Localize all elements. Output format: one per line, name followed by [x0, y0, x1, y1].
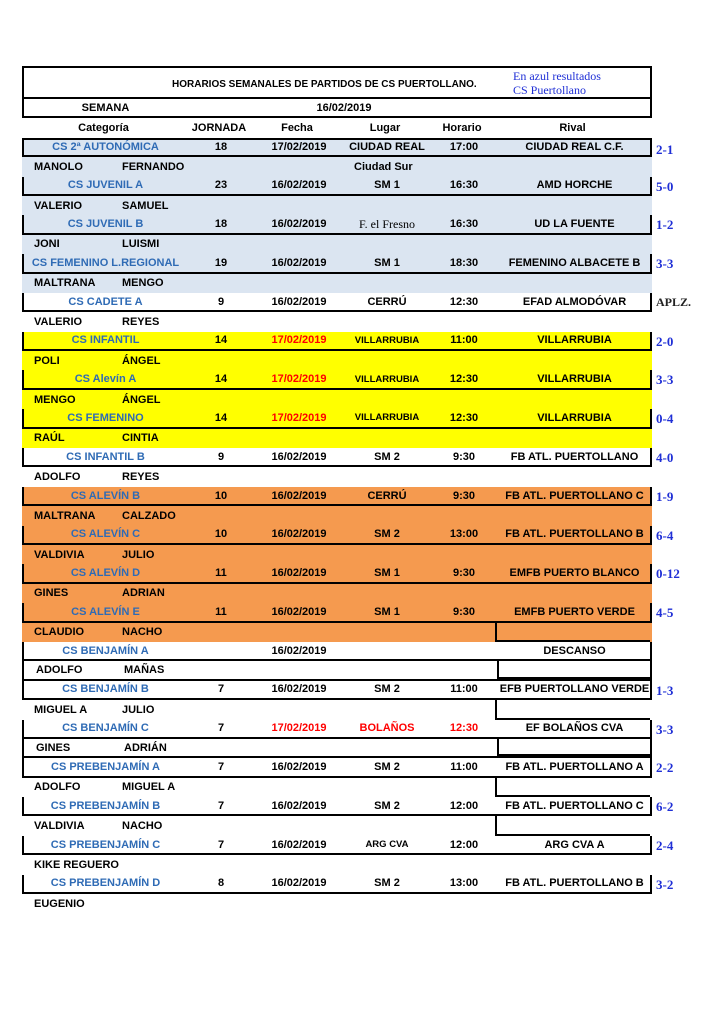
match-lugar	[343, 642, 431, 659]
match-jornada: 18	[214, 218, 228, 231]
coach-name-2: NACHO	[122, 820, 163, 833]
match-rival: FB ATL. PUERTOLLANO B	[505, 877, 644, 890]
schedule-sheet	[22, 66, 692, 913]
coach-name-2: MIGUEL A	[122, 781, 176, 794]
match-rival: DESCANSO	[543, 644, 606, 657]
match-rival: CIUDAD REAL C.F.	[525, 141, 624, 154]
coach-name-2: NACHO	[122, 626, 163, 639]
match-rival: FB ATL. PUERTOLLANO C	[505, 799, 644, 812]
match-lugar: VILLARRUBIA	[354, 373, 420, 385]
match-rival: FB ATL. PUERTOLLANO C	[505, 489, 644, 502]
match-jornada: 14	[214, 334, 228, 347]
match-row	[22, 177, 674, 196]
match-fecha: 16/02/2019	[271, 877, 327, 890]
coach-name-2: CALZADO	[122, 509, 176, 522]
match-jornada: 11	[215, 605, 227, 618]
coach-name-1: JONI	[34, 238, 60, 251]
match-row	[22, 797, 674, 816]
match-result: 2-1	[656, 141, 674, 157]
coach-name-1: MENGO	[34, 393, 76, 406]
coach-name-2: MENGO	[122, 277, 164, 290]
match-result: 5-0	[656, 178, 674, 194]
match-categoria: CS JUVENIL B	[67, 218, 144, 231]
coach-name-1: ADOLFO	[34, 781, 81, 794]
match-jornada: 10	[214, 489, 228, 502]
coach-row	[22, 274, 652, 293]
match-result: 2-2	[656, 760, 674, 776]
match-jornada: 7	[217, 683, 225, 696]
match-result: 6-2	[656, 799, 674, 815]
match-row	[22, 254, 674, 273]
col-header-rival: Rival	[559, 122, 586, 135]
match-lugar: ARG CVA	[365, 839, 409, 851]
coach-row	[22, 778, 652, 797]
coach-name-2: REYES	[122, 315, 160, 328]
match-row	[22, 409, 674, 428]
rival-cell-box	[497, 661, 652, 678]
match-row	[22, 487, 674, 506]
rival-cell-box	[495, 778, 650, 797]
match-row	[22, 370, 674, 389]
match-jornada	[187, 642, 255, 659]
column-header-row	[22, 118, 652, 137]
coach-name-1: VALDIVIA	[34, 548, 85, 561]
match-lugar: VILLARRUBIA	[354, 334, 420, 346]
match-categoria: CS PREBENJAMÍN C	[50, 838, 161, 851]
match-row	[22, 875, 674, 894]
match-jornada: 19	[214, 256, 228, 269]
match-row	[22, 836, 674, 855]
match-lugar: SM 2	[374, 450, 400, 463]
coach-name-2: ÁNGEL	[122, 354, 161, 367]
match-categoria: CS Alevín A	[74, 373, 137, 386]
match-row	[22, 332, 674, 351]
match-fecha: 16/02/2019	[271, 450, 327, 463]
coach-row	[22, 390, 652, 409]
coach-row	[22, 467, 652, 486]
coach-name-2: LUISMI	[122, 238, 160, 251]
match-row	[22, 642, 652, 661]
match-result: 6-4	[656, 527, 674, 543]
match-categoria: CS 2ª AUTONÓMICA	[52, 141, 159, 154]
match-categoria: CS BENJAMÍN B	[62, 683, 149, 696]
match-result: 3-3	[656, 372, 674, 388]
match-categoria: CS ALEVÍN B	[70, 489, 141, 502]
match-categoria: CS FEMENINO	[67, 411, 144, 424]
match-categoria: CS FEMENINO L.REGIONAL	[31, 256, 180, 269]
match-horario: 9:30	[452, 605, 476, 618]
match-categoria: CS JUVENIL A	[67, 179, 144, 192]
match-fecha: 17/02/2019	[271, 411, 327, 424]
coach-name-1: MANOLO	[34, 160, 83, 173]
match-rival: EMFB PUERTO VERDE	[514, 605, 635, 618]
coach-row	[22, 506, 652, 525]
match-lugar: SM 2	[374, 760, 400, 773]
match-jornada: 7	[217, 799, 225, 812]
match-rival: VILLARRUBIA	[537, 334, 612, 347]
match-horario: 11:00	[450, 683, 478, 696]
col-header-lugar: Lugar	[369, 122, 401, 135]
rival-cell-box	[495, 700, 650, 719]
match-horario: 12:30	[449, 411, 479, 424]
match-result: 1-3	[656, 682, 674, 698]
match-rival: UD LA FUENTE	[534, 218, 615, 231]
match-lugar: BOLAÑOS	[359, 722, 415, 735]
match-result: 3-2	[656, 876, 674, 892]
match-horario: 12:00	[449, 838, 479, 851]
match-jornada: 9	[217, 450, 225, 463]
match-lugar: SM 1	[374, 605, 400, 618]
week-row	[22, 99, 652, 118]
match-jornada: 8	[217, 877, 225, 890]
coach-name-1: MALTRANA	[34, 277, 96, 290]
match-jornada: 9	[217, 295, 225, 308]
match-fecha: 16/02/2019	[271, 489, 327, 502]
match-horario: 16:30	[449, 179, 479, 192]
week-date: 16/02/2019	[316, 101, 372, 114]
col-header-jornada: JORNADA	[191, 122, 247, 135]
match-fecha: 16/02/2019	[271, 760, 327, 773]
match-fecha: 16/02/2019	[271, 605, 327, 618]
coach-row	[22, 351, 652, 370]
coach-name-1: POLI	[34, 354, 60, 367]
match-categoria: CS ALEVÍN C	[70, 528, 141, 541]
match-jornada: 10	[214, 528, 228, 541]
match-categoria: CS INFANTIL B	[66, 450, 145, 463]
match-jornada: 7	[217, 838, 225, 851]
match-lugar: SM 2	[374, 799, 400, 812]
match-lugar: F. el Fresno	[358, 216, 416, 231]
match-lugar: CERRÚ	[367, 489, 407, 502]
coach-name-1: RAÚL	[34, 432, 65, 445]
coach-name-2: CINTIA	[122, 432, 159, 445]
match-rival: FB ATL. PUERTOLLANO B	[505, 528, 644, 541]
match-horario: 9:30	[452, 567, 476, 580]
rival-cell-box	[495, 623, 650, 642]
match-lugar: SM 2	[374, 683, 400, 696]
match-result: 1-9	[656, 488, 674, 504]
match-rival: EFB PUERTOLLANO VERDE	[499, 683, 650, 696]
coach-name-1: VALERIO	[34, 199, 83, 212]
match-rival: EFAD ALMODÓVAR	[522, 295, 627, 308]
match-fecha: 17/02/2019	[271, 373, 327, 386]
match-horario: 18:30	[449, 256, 479, 269]
results-note	[513, 69, 601, 97]
match-fecha: 16/02/2019	[271, 218, 327, 231]
match-fecha: 16/02/2019	[271, 799, 327, 812]
match-result: 3-3	[656, 721, 674, 737]
match-horario: 12:30	[449, 373, 479, 386]
match-result: 1-2	[656, 217, 674, 233]
coach-row	[22, 855, 652, 874]
match-horario: 17:00	[449, 141, 479, 154]
match-categoria: CS BENJAMÍN C	[62, 722, 149, 735]
match-result: 4-0	[656, 450, 674, 466]
coach-name-1: GINES	[34, 587, 69, 600]
match-jornada: 14	[214, 373, 228, 386]
match-categoria: CS ALEVÍN D	[70, 567, 141, 580]
match-row	[22, 138, 674, 157]
match-jornada: 11	[215, 567, 227, 580]
match-fecha: 17/02/2019	[271, 722, 327, 735]
match-lugar: SM 2	[374, 528, 400, 541]
coach-row	[22, 894, 652, 913]
results-note-line2: CS Puertollano	[513, 83, 587, 97]
match-result: 2-0	[656, 333, 674, 349]
match-categoria: CS CADETE A	[68, 295, 143, 308]
match-result: 0-4	[656, 411, 674, 427]
coach-row	[22, 816, 652, 835]
match-horario	[431, 642, 497, 659]
match-jornada: 7	[217, 760, 225, 773]
coach-name-2: JULIO	[122, 548, 155, 561]
coach-name-2: JULIO	[122, 703, 155, 716]
match-row	[22, 720, 674, 739]
match-jornada: 14	[214, 411, 228, 424]
match-jornada: 18	[214, 141, 228, 154]
title-box	[22, 66, 652, 99]
coach-name-2: ADRIÁN	[124, 741, 167, 754]
match-row	[22, 758, 674, 777]
match-lugar: SM 1	[374, 567, 400, 580]
coach-name-1: MALTRANA	[34, 509, 96, 522]
match-horario: 13:00	[449, 877, 479, 890]
match-row	[22, 293, 692, 312]
coach-name-1: GINES	[36, 741, 71, 754]
match-rival: ARG CVA A	[544, 838, 605, 851]
coach-row	[22, 623, 652, 642]
match-horario: 12:30	[449, 722, 479, 735]
match-fecha: 16/02/2019	[271, 644, 327, 657]
coach-place: Ciudad Sur	[354, 160, 413, 173]
match-categoria: CS PREBENJAMÍN D	[50, 877, 161, 890]
match-result: 3-3	[656, 256, 674, 272]
match-horario: 16:30	[449, 218, 479, 231]
match-fecha: 16/02/2019	[271, 256, 327, 269]
match-fecha: 16/02/2019	[271, 567, 327, 580]
match-rival: FB ATL. PUERTOLLANO	[510, 450, 639, 463]
match-fecha: 16/02/2019	[271, 295, 327, 308]
col-header-fecha: Fecha	[281, 122, 313, 135]
coach-name-1: CLAUDIO	[34, 626, 85, 639]
coach-name-1: ADOLFO	[36, 664, 83, 677]
match-horario: 13:00	[449, 528, 479, 541]
match-rival: VILLARRUBIA	[537, 373, 612, 386]
match-fecha: 16/02/2019	[271, 179, 327, 192]
coach-row	[22, 739, 652, 758]
match-horario: 11:00	[450, 760, 478, 773]
coach-name-2: REYES	[122, 471, 160, 484]
coach-row	[22, 700, 652, 719]
coach-name-1: VALDIVIA	[34, 820, 85, 833]
col-header-categoria: Categoría	[78, 122, 129, 135]
rival-cell-box	[495, 816, 650, 835]
coach-row	[22, 196, 652, 215]
match-lugar: SM 1	[374, 256, 400, 269]
match-rival: FEMENINO ALBACETE B	[508, 256, 641, 269]
coach-name-1: MIGUEL A	[34, 703, 88, 716]
match-result: 0-12	[656, 566, 680, 582]
coach-name-2: ÁNGEL	[122, 393, 161, 406]
match-horario: 9:30	[452, 489, 476, 502]
match-lugar: SM 1	[374, 179, 400, 192]
results-note-line1: En azul resultados	[513, 69, 601, 83]
match-horario: 9:30	[452, 450, 476, 463]
match-horario: 11:00	[450, 334, 478, 347]
coach-name-2: SAMUEL	[122, 199, 169, 212]
match-fecha: 16/02/2019	[271, 838, 327, 851]
coach-name-2: MAÑAS	[124, 664, 165, 677]
match-result: 2-4	[656, 837, 674, 853]
col-header-horario: Horario	[442, 122, 482, 135]
match-row	[22, 526, 674, 545]
match-rival: VILLARRUBIA	[537, 411, 612, 424]
coach-row	[22, 157, 652, 176]
coach-row	[22, 584, 652, 603]
coach-name-1: EUGENIO	[34, 897, 85, 910]
match-row	[22, 564, 680, 583]
coach-name-1: ADOLFO	[34, 471, 81, 484]
match-rival: EMFB PUERTO BLANCO	[509, 567, 640, 580]
match-lugar: CIUDAD REAL	[349, 141, 425, 154]
coach-row	[22, 661, 652, 680]
sheet-title: HORARIOS SEMANALES DE PARTIDOS DE CS PUERTOLLANO.	[172, 79, 477, 90]
match-jornada: 7	[217, 722, 225, 735]
coach-row	[22, 312, 652, 331]
match-categoria: CS ALEVÍN E	[71, 605, 140, 618]
match-lugar: CERRÚ	[367, 295, 407, 308]
match-fecha: 16/02/2019	[271, 528, 327, 541]
coach-row	[22, 545, 652, 564]
match-fecha: 16/02/2019	[271, 683, 327, 696]
match-categoria: CS PREBENJAMÍN A	[51, 760, 160, 773]
coach-row	[22, 235, 652, 254]
match-lugar: SM 2	[374, 877, 400, 890]
match-rival: EF BOLAÑOS CVA	[525, 722, 624, 735]
match-rival: AMD HORCHE	[536, 179, 613, 192]
coach-row	[22, 429, 652, 448]
match-list	[22, 138, 692, 914]
match-categoria: CS BENJAMÍN A	[62, 644, 149, 657]
match-horario: 12:30	[449, 295, 479, 308]
match-rival: FB ATL. PUERTOLLANO A	[505, 760, 644, 773]
match-row	[22, 448, 674, 467]
match-row	[22, 215, 674, 234]
match-fecha: 17/02/2019	[271, 141, 327, 154]
match-categoria: CS INFANTIL	[71, 334, 140, 347]
week-label: SEMANA	[81, 101, 130, 114]
match-jornada: 23	[214, 179, 228, 192]
match-row	[22, 681, 674, 700]
match-row	[22, 603, 674, 622]
coach-name-2: ADRIAN	[122, 587, 165, 600]
match-horario: 12:00	[449, 799, 479, 812]
coach-name-1: VALERIO	[34, 315, 83, 328]
coach-name-1: KIKE REGUERO	[34, 858, 119, 871]
match-result: 4-5	[656, 605, 674, 621]
match-lugar: VILLARRUBIA	[354, 412, 420, 424]
match-fecha: 17/02/2019	[271, 334, 327, 347]
coach-name-2: FERNANDO	[122, 160, 185, 173]
rival-cell-box	[497, 739, 652, 756]
match-categoria: CS PREBENJAMÍN B	[50, 799, 161, 812]
match-result: APLZ.	[656, 294, 692, 309]
